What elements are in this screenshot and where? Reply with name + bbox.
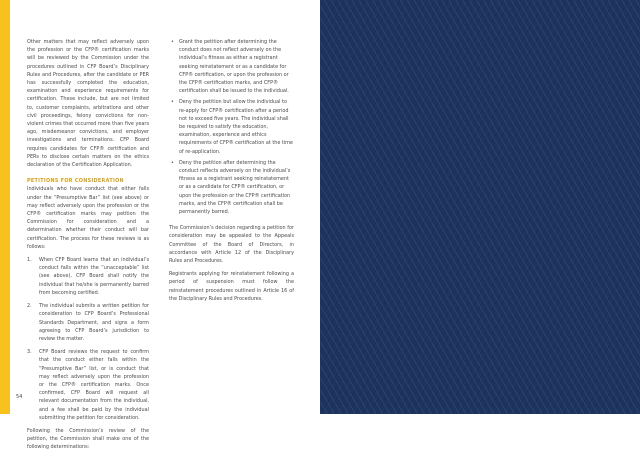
step-number: 3. [27, 349, 32, 356]
section-heading: PETITIONS FOR CONSIDERATION [27, 178, 124, 185]
step-text: When CFP Board learns that an individual’s conduct falls within the “unacceptable” list (see above), CFP Board shall notify the individual that he/she is permanently barred from becoming certified. [39, 257, 149, 296]
bullet-icon: • [171, 39, 174, 45]
bullet-icon: • [171, 159, 174, 166]
determination-text: Grant the petition after determining the conduct does not reflect adversely on the individual’s fitness as either a registrant seeking reinstatement or as a candidate for CFP® certification, or upon the profession or the CFP® certification marks, and CFP® certification shall be issued to the individual. [179, 39, 289, 95]
reinstatement-paragraph: Registrants applying for reinstatement following a period of suspension must follow the reinstatement procedures outlined in Article 16 of the Disciplinary Rules and Procedures. [169, 271, 294, 302]
appeal-paragraph: The Commission’s decision regarding a petition for consideration may be appealed to the Appeals Committee of the Board of Directors, in accordance with Article 12 of the Disciplinary Rules and Procedures. [169, 225, 294, 265]
step-number: 1. [27, 257, 32, 264]
left-text-column [27, 38, 149, 457]
determination-item [169, 98, 294, 155]
step-text: CFP Board reviews the request to confirm that the conduct either falls within the “Presumptive Bar” list, or is conduct that may reflect adversely upon the profession or the CFP® certification marks. Once confirmed, CFP Board will request all relevant documentation from the individual, and a fee shall be paid by the individual submitting the petition for consideration. [39, 349, 149, 421]
closing-paragraph: Following the Commission’s review of the petition, the Commission shall make one of the following determinations: [27, 427, 149, 451]
page-number: 54 [16, 394, 23, 400]
determination-item [169, 38, 294, 95]
yellow-spine-bar [0, 0, 10, 414]
step-number: 2. [27, 303, 32, 310]
right-text-column [169, 38, 294, 308]
determination-text: Deny the petition after determining the conduct reflects adversely on the individual’s fitness as a registrant seeking reinstatement or as a candidate for CFP® certification, or upon the profession or the CFP® certification marks, and the CFP® certification shall be permanently barred. [179, 159, 291, 216]
step-item [27, 256, 149, 297]
step-item [27, 348, 149, 422]
determination-text: Deny the petition but allow the individual to re-apply for CFP® certification after a period not to exceed five years. The individual shall be required to satisfy the education, examination, experience and ethics requirements of CFP® certification at the time of re-application. [179, 99, 293, 155]
determination-item [169, 159, 294, 216]
step-item [27, 302, 149, 343]
determinations-list [169, 38, 294, 216]
petitions-paragraph: Individuals who have conduct that either falls under the “Presumptive Bar” list (see above) or may reflect adversely upon the profession or the CFP® certification marks may petition the Commission for consideration and a determination whether their conduct will bar certification. The process for these reviews is as follows: [27, 186, 149, 250]
patterned-cover-panel [320, 0, 640, 414]
step-text: The individual submits a written petition for consideration to CFP Board’s Professional Standards Department, and signs a form agreeing to CFP Board’s jurisdiction to review the matter. [39, 303, 149, 342]
steps-list [27, 256, 149, 422]
bullet-icon: • [171, 99, 174, 106]
intro-paragraph: Other matters that may reflect adversely upon the profession or the CFP® certification marks will be reviewed by the Commission under the procedures outlined in CFP Board’s Disciplinary Rules and Procedures, after the candidate or PER has successfully completed the education, examination and experience requirements for certification. These include, but are not limited to, customer complaints, arbitrations and other civil proceedings, felony convictions for non-violent crimes that occurred more than five years ago, misdemeanor convictions, and employer investigations and terminations. CFP Board requires candidates for CFP® certification and PERs to disclose certain matters on the ethics declaration of the Certification Application. [27, 39, 149, 169]
